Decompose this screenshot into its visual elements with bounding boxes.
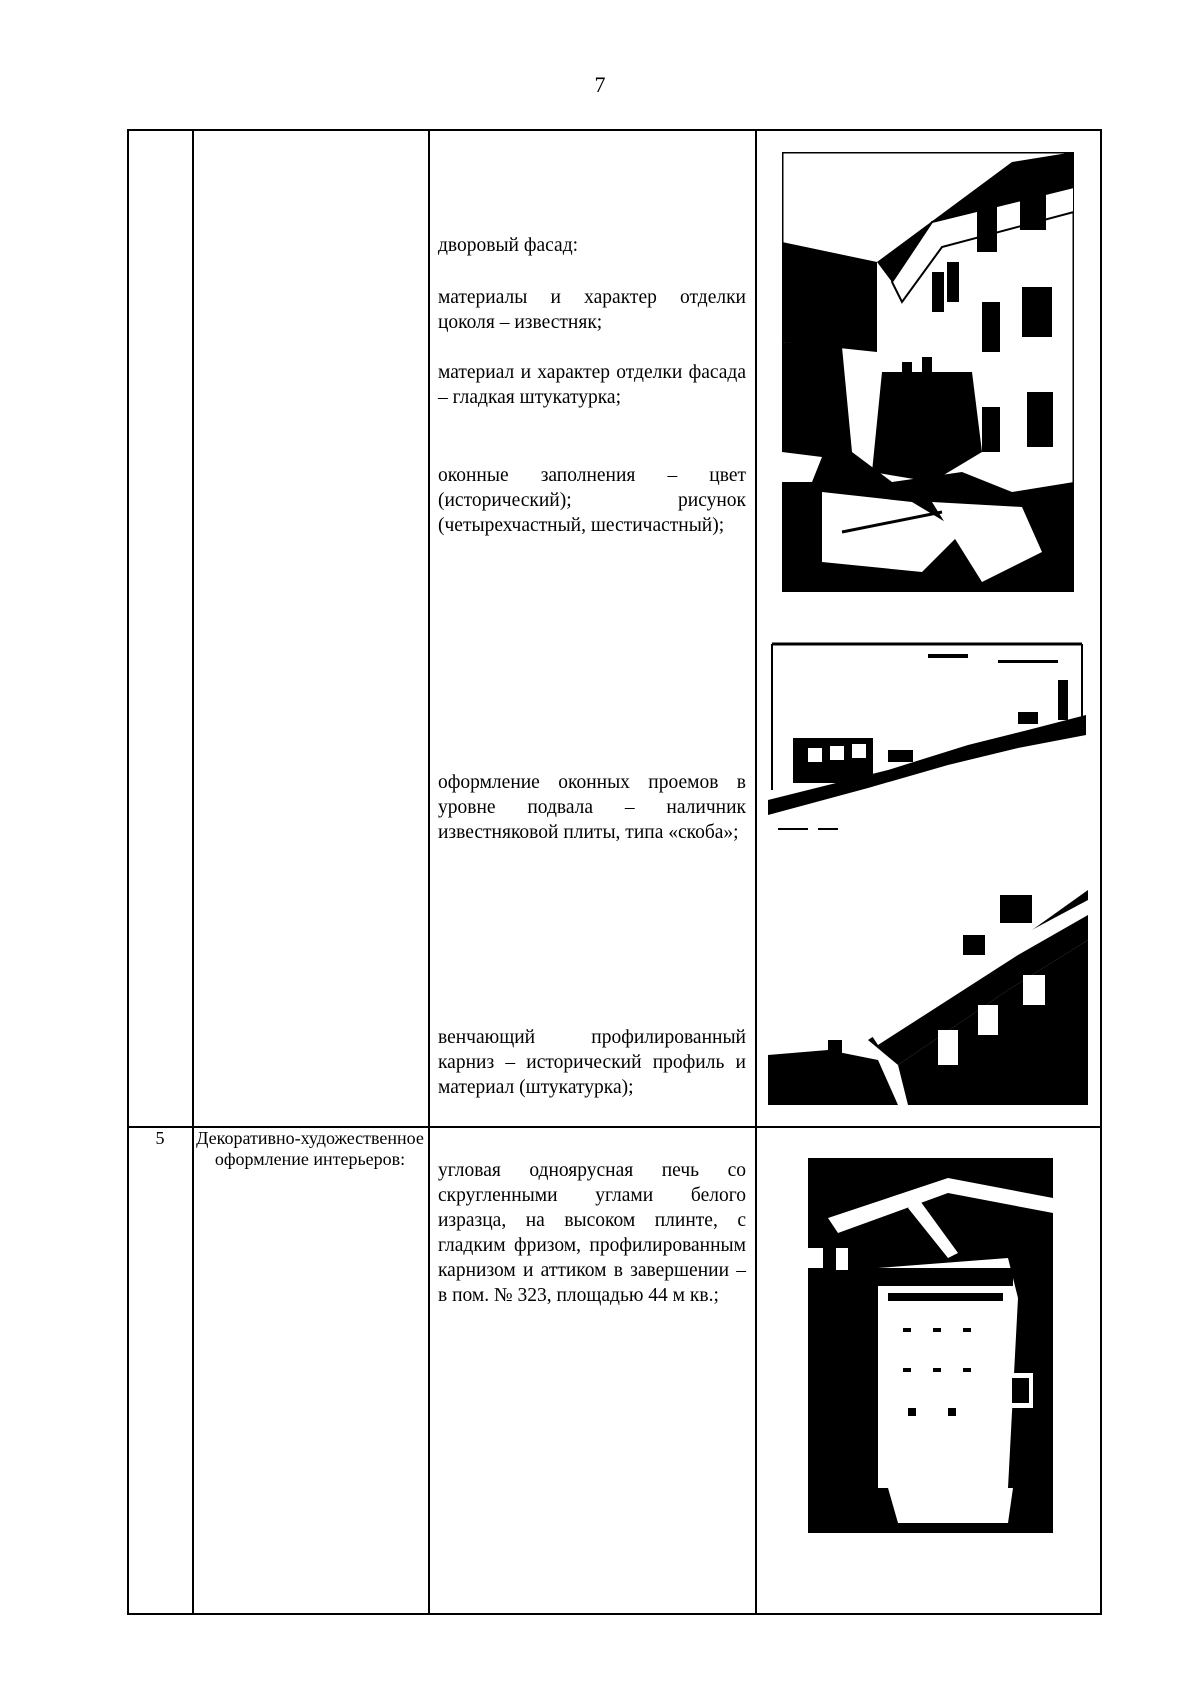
courtyard-facade-photo bbox=[782, 152, 1074, 592]
cornice-photo bbox=[768, 880, 1088, 1105]
row-number: 5 bbox=[155, 1128, 165, 1148]
table-bottom-border bbox=[127, 1613, 1102, 1615]
column-divider bbox=[755, 129, 757, 1615]
column-divider bbox=[192, 129, 194, 1615]
column-divider bbox=[428, 129, 430, 1615]
description-item: материал и характер отделки фасада – гладкая штукатурка; bbox=[438, 362, 746, 408]
table-left-border bbox=[127, 129, 129, 1615]
description-item: материалы и характер отделки цоколя – известняк; bbox=[438, 287, 746, 333]
description-item: оконные заполнения – цвет (исторический); рисунок (четырехчастный, шестичастный); bbox=[438, 465, 746, 536]
tiled-stove-photo bbox=[808, 1158, 1053, 1533]
row-title: Декоративно-художественное оформление интерьеров: bbox=[196, 1128, 424, 1169]
description-item: оформление оконных проемов в уровне подвала – наличник известняковой плиты, типа «скоба»; bbox=[438, 772, 746, 843]
page-number: 7 bbox=[594, 72, 606, 97]
description-item: венчающий профилированный карниз – исторический профиль и материал (штукатурка); bbox=[438, 1027, 746, 1098]
description-item: дворовый фасад: bbox=[438, 235, 579, 256]
row-description: угловая одноярусная печь со скругленными углами белого изразца, на высоком плинте, с гладким фризом, профилированным карнизом и аттиком в завершении – в пом. № 323, площадью 44 м кв.; bbox=[438, 1160, 746, 1306]
table-right-border bbox=[1100, 129, 1102, 1615]
table-top-border bbox=[127, 129, 1102, 131]
basement-windows-photo bbox=[768, 640, 1086, 835]
